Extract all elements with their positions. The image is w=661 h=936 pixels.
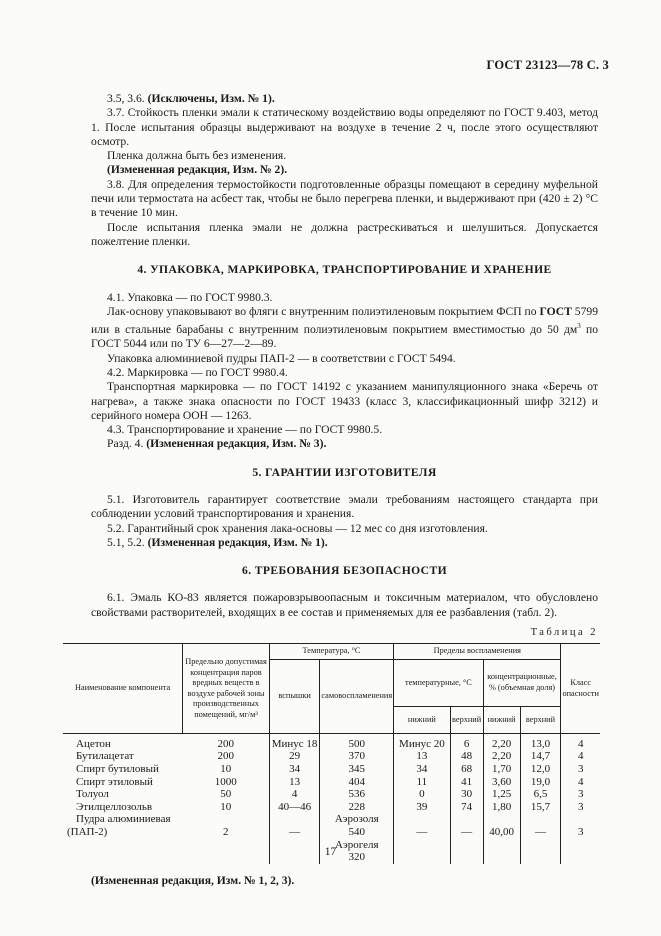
cell-temp-lower: 34 bbox=[394, 763, 450, 776]
cell-line: Аэрогеля bbox=[335, 838, 379, 851]
cell-line: Аэрозоля bbox=[334, 813, 379, 826]
table-row bbox=[63, 763, 600, 776]
cell-self: 228 bbox=[320, 801, 394, 814]
cell-component-name: Спирт бутиловый bbox=[76, 763, 159, 776]
col-header-flash: вспышки bbox=[269, 659, 320, 733]
cell-line: 3 bbox=[577, 826, 584, 839]
table-row bbox=[63, 788, 600, 801]
cell-conc-upper: 12,0 bbox=[520, 763, 561, 776]
cell-component-name: Ацетон bbox=[76, 737, 111, 750]
cell-self: 404 bbox=[320, 776, 394, 789]
paragraph-4-1: 4.1. Упаковка — по ГОСТ 9980.3. bbox=[107, 290, 273, 304]
cell-class: 3 bbox=[561, 788, 600, 801]
page-body bbox=[67, 92, 599, 888]
cell-temp-lower: Минус 20 bbox=[394, 733, 450, 750]
superscript: 3 bbox=[577, 322, 581, 331]
cell-self: 536 bbox=[320, 788, 394, 801]
cell-flash: 40—46 bbox=[269, 801, 320, 814]
cell-line: (ПАП-2) bbox=[67, 826, 108, 839]
cell-temp-upper: 30 bbox=[450, 788, 483, 801]
col-header-temperature: Температура, °С bbox=[269, 644, 393, 660]
paragraph-5-2: 5.2. Гарантийный срок хранения лака-основы — 12 мес со дня изготовления. bbox=[107, 521, 488, 535]
safety-table bbox=[63, 643, 600, 863]
col-header-limits: Пределы воспламенения bbox=[394, 644, 561, 660]
cell-temp-lower: 11 bbox=[394, 776, 450, 789]
cell-class: 3 bbox=[561, 801, 600, 814]
paragraph-3-5 bbox=[91, 92, 598, 106]
paragraph-5-1: 5.1. Изготовитель гарантирует соответствие эмали требованиям настоящего стандарта при соблюдении условий транспортирования и хранения. bbox=[91, 492, 598, 521]
cell-line: — bbox=[289, 826, 301, 839]
cell-class: 4 bbox=[561, 750, 600, 763]
cell-flash: 34 bbox=[269, 763, 320, 776]
cell-flash: 13 bbox=[269, 776, 320, 789]
cell-temp-lower: 0 bbox=[394, 788, 450, 801]
cell-conc-upper: 6,5 bbox=[520, 788, 561, 801]
paragraph-text: 3.5, 3.6. bbox=[107, 92, 148, 105]
cell-pdk: 50 bbox=[220, 788, 232, 801]
paragraph-film: Пленка должна быть без изменения. bbox=[107, 149, 287, 163]
cell-conc-upper: 13,0 bbox=[520, 733, 561, 750]
cell-line: — bbox=[416, 826, 428, 839]
cell-pdk: 1000 bbox=[214, 775, 237, 788]
cell-conc-lower: 1,80 bbox=[483, 801, 520, 814]
table-caption: Таблица 2 bbox=[530, 627, 598, 639]
paragraph-text: Разд. 4. bbox=[107, 437, 147, 451]
paragraph-4-3: 4.3. Транспортирование и хранение — по ГОСТ 9980.5. bbox=[107, 423, 383, 437]
cell-temp-upper: 6 bbox=[450, 733, 483, 750]
paragraph-text: по ГОСТ 5044 или по ТУ 6—27—2—89. bbox=[91, 323, 598, 351]
col-header-lower-conc: нижний bbox=[483, 706, 520, 733]
cell-flash: Минус 18 bbox=[269, 733, 320, 750]
col-header-class: Класс опасности bbox=[561, 644, 600, 734]
cell-temp-lower: 39 bbox=[394, 801, 450, 814]
cell-class: 4 bbox=[561, 776, 600, 789]
cell-component-name: Толуол bbox=[76, 788, 109, 801]
cell-line: 40,00 bbox=[489, 826, 514, 839]
cell-self: 345 bbox=[320, 763, 394, 776]
cell-class: 4 bbox=[561, 733, 600, 750]
cell-conc-upper: 19,0 bbox=[520, 776, 561, 789]
section-5-title: 5. ГАРАНТИИ ИЗГОТОВИТЕЛЯ bbox=[252, 465, 437, 479]
col-header-pdk: Предельно допустимая концентрация паров вредных веществ в воздухе рабочей зоны производственных помещений, мг/м³ bbox=[183, 644, 270, 734]
table-body bbox=[63, 733, 600, 863]
col-header-name: Наименование компонента bbox=[63, 644, 183, 734]
paragraph-3-8: 3.8. Для определения термостойкости подготовленные образцы помещают в середину муфельной печи или термостата на асбест так, чтобы не было перегрева пленки, и выдерживают при (420 ± 2) °С в течение 10 мин. bbox=[91, 177, 598, 220]
table-row bbox=[63, 801, 600, 814]
cell-line: — bbox=[461, 826, 473, 839]
cell-pdk: 10 bbox=[220, 800, 232, 813]
amendment-note: (Измененная редакция, Изм. № 1). bbox=[147, 535, 328, 549]
cell-pdk: 200 bbox=[217, 750, 234, 763]
col-header-conc-limits: концентрационные, % (объемная доля) bbox=[483, 659, 561, 706]
cell-component-name: Бутилацетат bbox=[76, 750, 134, 763]
cell-self: 370 bbox=[320, 750, 394, 763]
amendment-note: (Измененная редакция, Изм. № 2). bbox=[107, 163, 288, 177]
cell-conc-lower: 2,20 bbox=[483, 750, 520, 763]
col-header-selfignition: самовоспламенения bbox=[320, 659, 394, 733]
cell-line: Пудра алюминиевая bbox=[76, 813, 171, 826]
paragraph-3-7: 3.7. Стойкость пленки эмали к статическому воздействию воды определяют по ГОСТ 9.403, метод 1. После испытания образцы выдерживают на воздухе в течение 2 ч, после этого осуществляют осмотр. bbox=[91, 106, 598, 148]
cell-conc-upper: 14,7 bbox=[520, 750, 561, 763]
paragraph-pap2: Упаковка алюминиевой пудры ПАП-2 — в соответствии с ГОСТ 5494. bbox=[107, 351, 456, 365]
page-number: 17 bbox=[324, 846, 337, 858]
table-row bbox=[63, 750, 600, 763]
cell-temp-upper: 74 bbox=[450, 801, 483, 814]
paragraph-text: Лак-основу упаковывают во фляги с внутренним полиэтиленовым покрытием ФСП по bbox=[107, 304, 540, 318]
paragraph-text: 5.1, 5.2. bbox=[107, 535, 148, 549]
cell-line: 2 bbox=[223, 826, 229, 839]
paragraph-4-2: 4.2. Маркировка — по ГОСТ 9980.4. bbox=[107, 365, 288, 379]
cell-temp-upper: 48 bbox=[450, 750, 483, 763]
amendment-note: (Исключены, Изм. № 1). bbox=[147, 92, 275, 105]
cell-self: 500 bbox=[320, 733, 394, 750]
cell-pdk: 200 bbox=[217, 737, 234, 750]
footer-amendment-note: (Измененная редакция, Изм. № 1, 2, 3). bbox=[91, 873, 295, 887]
paragraph-packing bbox=[91, 305, 598, 352]
paragraph-sect4-note bbox=[91, 437, 598, 451]
table-row bbox=[63, 733, 600, 750]
section-4-title: 4. УПАКОВКА, МАРКИРОВКА, ТРАНСПОРТИРОВАНИЕ И ХРАНЕНИЕ bbox=[137, 263, 552, 277]
cell-temp-upper: 68 bbox=[450, 763, 483, 776]
cell-class: 3 bbox=[561, 763, 600, 776]
amendment-note: (Измененная редакция, Изм. № 3). bbox=[146, 437, 327, 451]
cell-temp-lower: 13 bbox=[394, 750, 450, 763]
col-header-lower: нижний bbox=[394, 706, 450, 733]
cell-pdk: 10 bbox=[220, 763, 232, 776]
col-header-upper: верхний bbox=[450, 706, 483, 733]
cell-flash: 4 bbox=[269, 788, 320, 801]
col-header-upper-conc: верхний bbox=[520, 706, 561, 733]
paragraph-text: 5799 или в стальные барабаны с внутренним полиэтиленовым покрытием вместимостью до 50 дм bbox=[91, 304, 598, 337]
cell-conc-lower: 1,25 bbox=[483, 788, 520, 801]
paragraph-sect5-note bbox=[91, 536, 598, 550]
paragraph-6-1: 6.1. Эмаль КО-83 является пожаровзрывоопасным и токсичным материалом, что обусловлено свойствами растворителей, входящих в ее состав и применяемых для ее разбавления (табл. 2). bbox=[91, 591, 598, 619]
cell-temp-upper: 41 bbox=[450, 776, 483, 789]
paragraph-after-test: После испытания пленка эмали не должна растрескиваться и шелушиться. Допускается пожелтение пленки. bbox=[91, 220, 598, 248]
cell-component-name: Спирт этиловый bbox=[76, 775, 153, 788]
paragraph-text: ГОСТ bbox=[539, 304, 572, 318]
cell-line: 540 bbox=[348, 826, 366, 839]
cell-line: 320 bbox=[348, 851, 366, 864]
cell-flash: 29 bbox=[269, 750, 320, 763]
cell-component-name: Этилцеллозольв bbox=[76, 800, 153, 813]
cell-conc-lower: 2,20 bbox=[483, 733, 520, 750]
paragraph-transport-marking: Транспортная маркировка — по ГОСТ 14192 с указанием манипуляционного знака «Беречь от нагрева», а также знака опасности по ГОСТ 19433 (класс 3, классификационный шифр 3212) и серийного номера ООН — 1263. bbox=[91, 380, 598, 422]
section-6-title: 6. ТРЕБОВАНИЯ БЕЗОПАСНОСТИ bbox=[242, 564, 447, 578]
running-header: ГОСТ 23123—78 С. 3 bbox=[486, 58, 609, 72]
cell-conc-lower: 3,60 bbox=[483, 776, 520, 789]
cell-conc-upper: 15,7 bbox=[520, 801, 561, 814]
table-row bbox=[63, 776, 600, 789]
col-header-temp-limits: температурные, °С bbox=[394, 659, 483, 706]
cell-conc-lower: 1,70 bbox=[483, 763, 520, 776]
cell-line: — bbox=[534, 826, 546, 839]
